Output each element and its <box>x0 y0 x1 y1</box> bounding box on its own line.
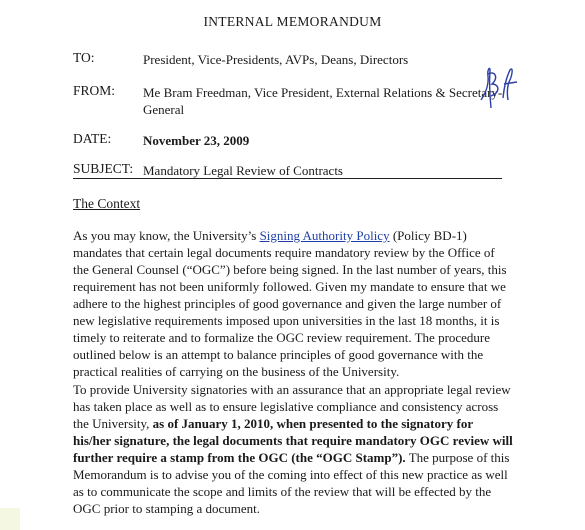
to-value: President, Vice-Presidents, AVPs, Deans, Directors <box>143 52 409 67</box>
signature-initials-image <box>477 64 527 117</box>
paragraph-assurance-emphasis: as of January 1, 2010, when presented to the signatory for his/her signature, the legal documents that require mandatory OGC review will further require a stamp from the OGC (the “OGC Stamp”). <box>73 416 513 465</box>
paragraph-assurance-intro: To provide University signatories with an assurance that an appropriate legal review has taken place as well as to ensure legislative compliance and consistency across the University, <box>73 382 511 431</box>
from-value-line1: Me Bram Freedman, Vice President, External Relations & Secretary- <box>143 85 503 100</box>
section-heading: The Context <box>73 196 141 211</box>
paragraph-assurance <box>73 381 513 517</box>
subject-value: Mandatory Legal Review of Contracts <box>143 163 343 178</box>
memo-title: INTERNAL MEMORANDUM <box>203 14 382 29</box>
paragraph-context-rest: (Policy BD-1) mandates that certain legal documents require mandatory review by the Office of the General Counsel (“OGC”) before being signed. In the last number of years, this requirement has not been uniformly followed. Given my mandate to ensure that we adhere to the highest principles of good governance and given the large number of new legislative requirements imposed upon universities in the last 18 months, it is timely to reiterate and to formalize the OGC review requirement. The procedure outlined below is an attempt to balance principles of good governance with the practical realities of carrying on the business of the University. <box>73 228 507 379</box>
paragraph-assurance-rest: The purpose of this Memorandum is to advise you of the coming into effect of this new practice as well as to communicate the scope and limits of the review that will be effected by the OGC prior to stamping a document. <box>73 450 510 516</box>
from-label: FROM: <box>73 83 116 98</box>
paragraph-context-intro: As you may know, the University’s <box>73 228 260 243</box>
from-value <box>143 84 502 118</box>
to-label: TO: <box>73 50 95 65</box>
date-label: DATE: <box>73 131 112 146</box>
signing-authority-policy-link[interactable]: Signing Authority Policy <box>259 228 390 243</box>
from-value-line2: General <box>143 102 185 117</box>
page-corner-mark <box>0 508 20 530</box>
header-divider <box>73 178 502 179</box>
paragraph-context <box>73 227 513 380</box>
subject-label: SUBJECT: <box>73 161 134 176</box>
date-value: November 23, 2009 <box>143 133 250 148</box>
